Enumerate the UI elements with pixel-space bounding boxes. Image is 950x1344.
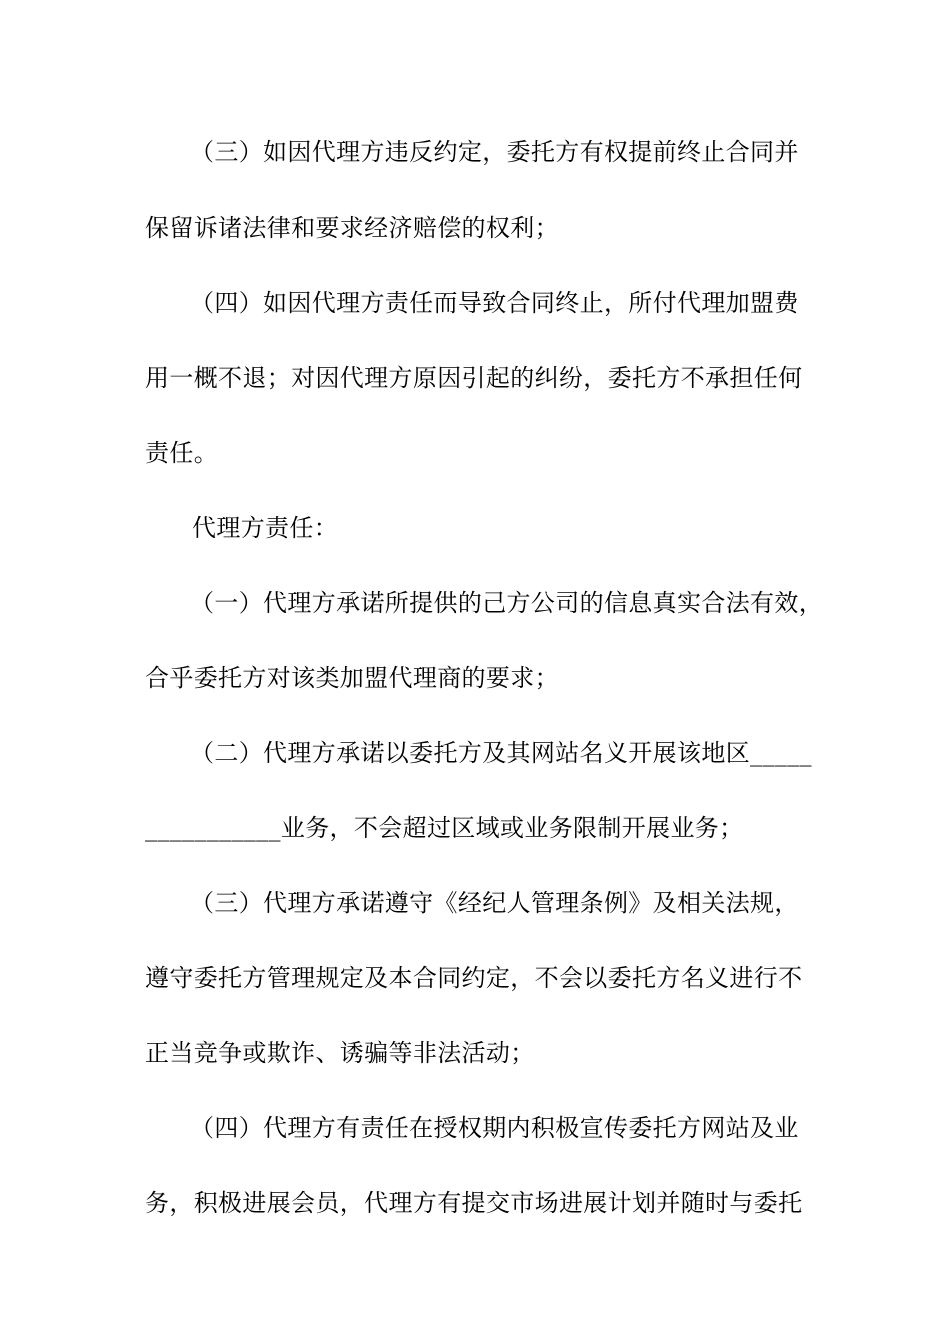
text-line: 正当竞争或欺诈、诱骗等非法活动； bbox=[145, 1039, 535, 1067]
text-line: ___________业务，不会超过区域或业务限制开展业务； bbox=[145, 814, 744, 842]
text-line: 合乎委托方对该类加盟代理商的要求； bbox=[145, 664, 559, 692]
text-line: （三）如因代理方违反约定，委托方有权提前终止合同并 bbox=[190, 138, 799, 166]
text-line: （一）代理方承诺所提供的己方公司的信息真实合法有效， bbox=[190, 589, 824, 617]
text-line: 保留诉诸法律和要求经济赔偿的权利； bbox=[145, 214, 559, 242]
text-line: 遵守委托方管理规定及本合同约定，不会以委托方名义进行不 bbox=[145, 964, 803, 992]
text-line: （四）如因代理方责任而导致合同终止，所付代理加盟费 bbox=[190, 289, 799, 317]
text-line: （四）代理方有责任在授权期内积极宣传委托方网站及业 bbox=[190, 1114, 799, 1142]
section-heading: 代理方责任： bbox=[192, 514, 339, 542]
text-line: （二）代理方承诺以委托方及其网站名义开展该地区_____ bbox=[190, 739, 812, 767]
text-line: 务，积极进展会员，代理方有提交市场进展计划并随时与委托 bbox=[145, 1189, 803, 1217]
text-line: 责任。 bbox=[145, 439, 219, 467]
text-line: （三）代理方承诺遵守《经纪人管理条例》及相关法规， bbox=[190, 889, 799, 917]
text-line: 用一概不退；对因代理方原因引起的纠纷，委托方不承担任何 bbox=[145, 364, 803, 392]
